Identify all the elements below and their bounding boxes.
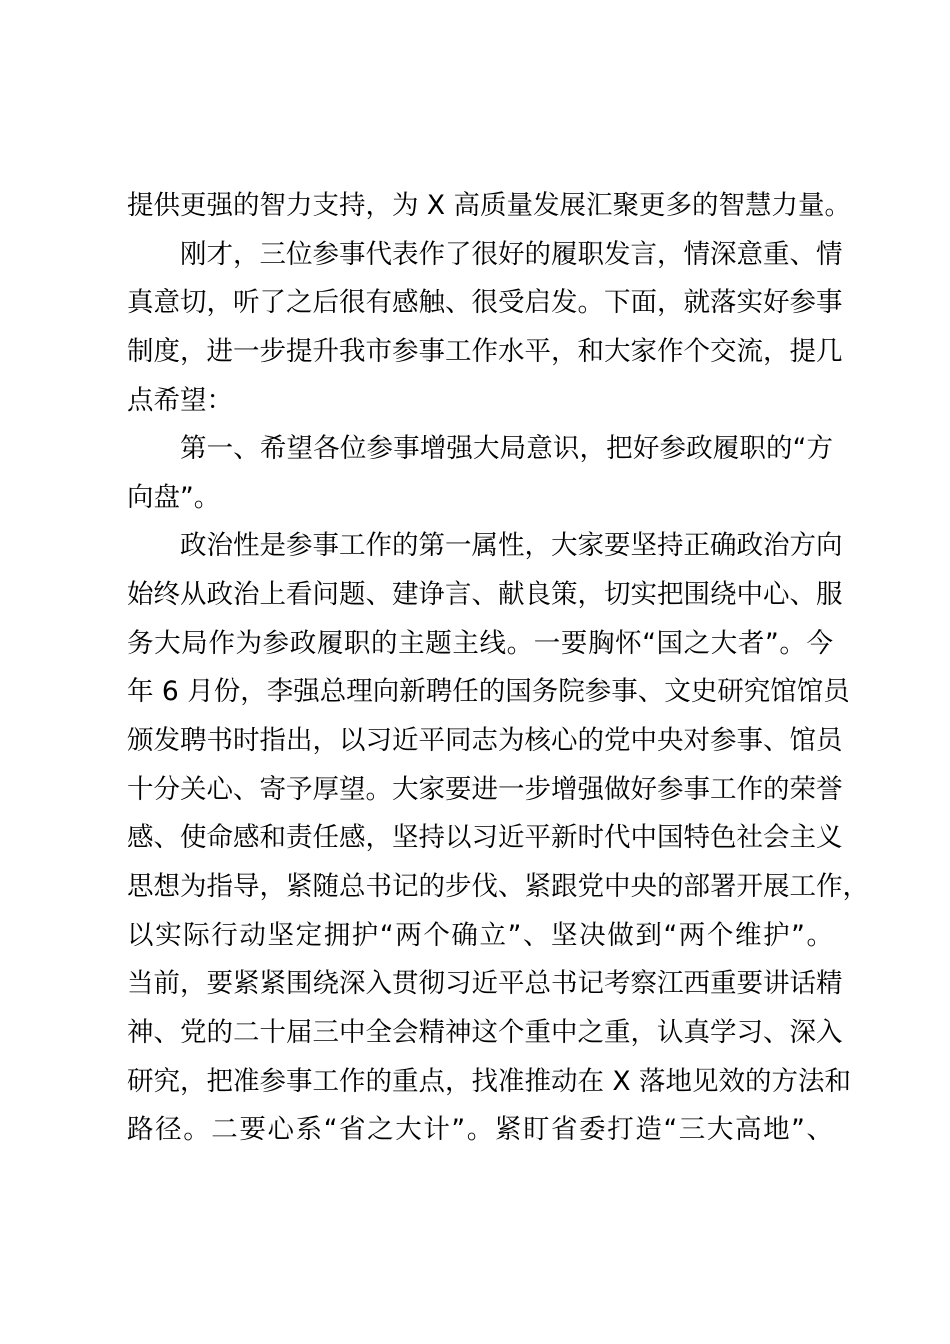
body-line-4: 制度，进一步提升我市参事工作水平，和大家作个交流，提几 — [127, 335, 843, 367]
body-line-15: 思想为指导，紧随总书记的步伐、紧跟党中央的部署开展工作， — [127, 870, 869, 902]
body-line-5: 点希望： — [127, 384, 233, 416]
body-line-11: 年 6 月份，李强总理向新聘任的国务院参事、文史研究馆馆员 — [127, 676, 850, 708]
body-line-14: 感、使命感和责任感，坚持以习近平新时代中国特色社会主义 — [127, 822, 843, 854]
document-body — [127, 182, 869, 1155]
body-line-9: 始终从政治上看问题、建诤言、献良策，切实把围绕中心、服 — [127, 579, 843, 611]
body-line-2: 刚才，三位参事代表作了很好的履职发言，情深意重、情 — [180, 238, 843, 270]
body-line-16: 以实际行动坚定拥护“两个确立”、坚决做到“两个维护”。 — [127, 919, 833, 951]
body-line-12: 颁发聘书时指出，以习近平同志为核心的党中央对参事、馆员 — [127, 725, 843, 757]
body-line-10: 务大局作为参政履职的主题主线。一要胸怀“国之大者”。今 — [127, 627, 833, 659]
body-line-8: 政治性是参事工作的第一属性，大家要坚持正确政治方向 — [180, 530, 843, 562]
body-line-17: 当前，要紧紧围绕深入贯彻习近平总书记考察江西重要讲话精 — [127, 968, 843, 1000]
body-line-1: 提供更强的智力支持，为 X 高质量发展汇聚更多的智慧力量。 — [127, 190, 852, 221]
body-line-13: 十分关心、寄予厚望。大家要进一步增强做好参事工作的荣誉 — [127, 773, 843, 805]
body-line-19: 研究，把准参事工作的重点，找准推动在 X 落地见效的方法和 — [127, 1065, 852, 1097]
body-line-3: 真意切，听了之后很有感触、很受启发。下面，就落实好参事 — [127, 287, 843, 319]
body-line-7: 向盘”。 — [127, 481, 221, 513]
body-line-18: 神、党的二十届三中全会精神这个重中之重，认真学习、深入 — [127, 1016, 843, 1048]
body-line-20: 路径。二要心系“省之大计”。紧盯省委打造“三大高地”、 — [127, 1114, 833, 1146]
body-line-6: 第一、希望各位参事增强大局意识，把好参政履职的“方 — [180, 433, 833, 465]
